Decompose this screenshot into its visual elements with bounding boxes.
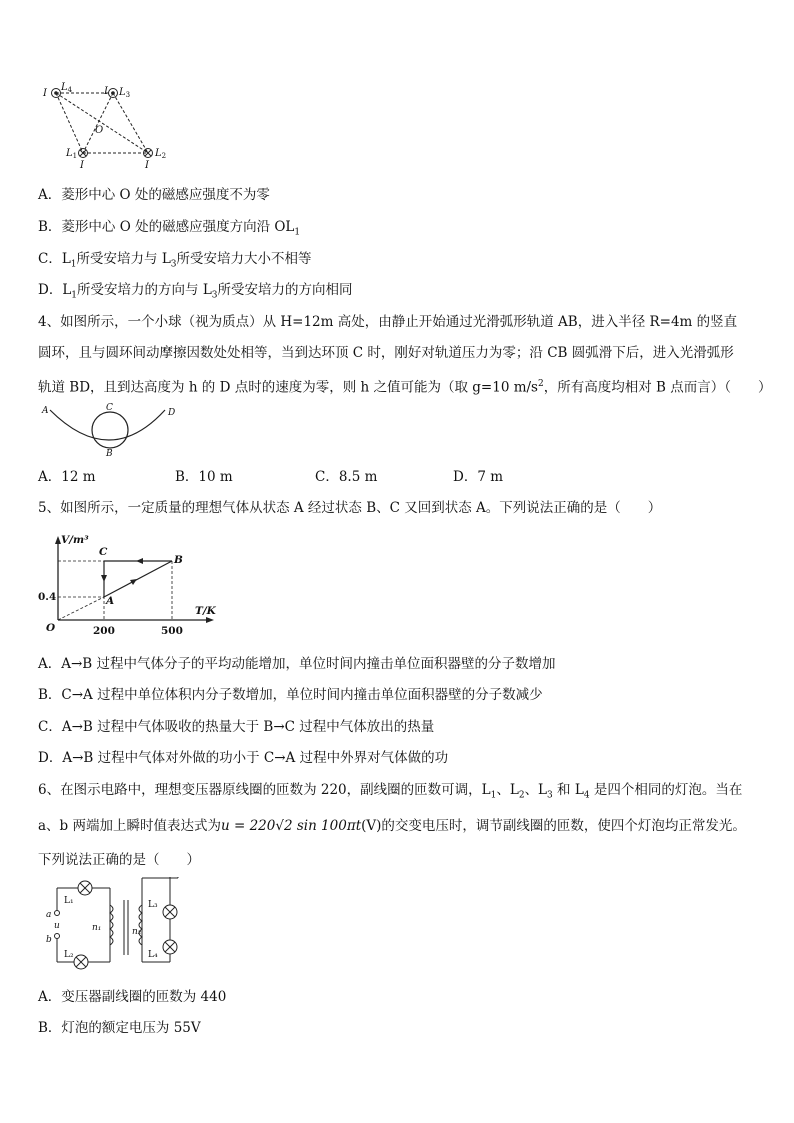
wire-L4-out-icon: [52, 89, 61, 98]
q4-option-c: C．8.5 m: [315, 469, 378, 485]
fig4-A: A: [42, 406, 49, 416]
fig6-L1: L₁: [64, 896, 74, 906]
fig3-L1: $L_1$: [66, 148, 78, 160]
fig6-n2: n₂: [132, 927, 142, 937]
q6-stem-line3: 下列说法正确的是（ ）: [38, 852, 200, 868]
q4-stem-line3: 轨道 BD，且到达高度为 h 的 D 点时的速度为零，则 h 之值可能为（取 g=10 $m/s^2$，所有高度均相对 B 点而言）（ ）: [38, 379, 772, 396]
fig3-L2: $L_2$: [155, 148, 167, 160]
fig6-L3: L₃: [148, 900, 158, 910]
fig3-I-bl: I: [80, 160, 84, 171]
q6-stem-line2: a、b 两端加上瞬时值表达式为u = 220√2 sin 100πt(V)的交变电压时，调节副线圈的匝数，使四个灯泡均正常发光。: [38, 818, 746, 834]
fig6-L2: L₂: [64, 950, 74, 960]
q5-option-a: A．A→B 过程中气体分子的平均动能增加，单位时间内撞击单位面积器壁的分子数增加: [38, 656, 556, 672]
fig4-B: B: [106, 449, 113, 459]
q4-option-b: B．10 m: [175, 469, 233, 485]
q5-option-d: D．A→B 过程中气体对外做的功小于 C→A 过程中外界对气体做的功: [38, 750, 449, 766]
q5-option-b: B．C→A 过程中单位体积内分子数增加，单位时间内撞击单位面积器壁的分子数减少: [38, 687, 543, 703]
fig5-ylabel: V/m³: [61, 534, 89, 546]
q3-option-d: D．$L_1$所受安培力的方向与 $L_3$所受安培力的方向相同: [38, 282, 353, 301]
q3-option-c: C．$L_1$所受安培力与 $L_3$所受安培力大小不相等: [38, 251, 312, 270]
fig4-C: C: [106, 403, 113, 413]
fig5-y-tick-04: 0.4: [38, 591, 57, 603]
wire-L3-out-icon: [109, 89, 118, 98]
q6-stem-line1: 6、在图示电路中，理想变压器原线圈的匝数为 220，副线圈的匝数可调，$L_1$、$L_2$、$L_3$ 和 $L_4$ 是四个相同的灯泡。当在: [38, 782, 743, 801]
fig6-n1: n₁: [92, 923, 102, 933]
q6-option-b: B．灯泡的额定电压为 55V: [38, 1020, 201, 1036]
fig5-origin: O: [46, 622, 56, 634]
fig3-I-tl: I: [43, 88, 47, 99]
fig6-a: a: [46, 910, 52, 920]
fig6-L4: L₄: [148, 950, 158, 960]
fig5-point-C: C: [99, 546, 108, 558]
q3-option-a: A．菱形中心 O 处的磁感应强度不为零: [38, 187, 270, 203]
fig3-I-tr: I: [104, 86, 108, 97]
q3-option-b: B．菱形中心 O 处的磁感应强度方向沿 $OL_1$: [38, 219, 301, 238]
fig5-point-B: B: [174, 554, 183, 566]
fig5-x-tick-500: 500: [161, 625, 183, 637]
fig3-I-br: I: [145, 160, 149, 171]
q4-option-a: A．12 m: [38, 469, 96, 485]
fig6-u: u: [54, 921, 60, 931]
q4-stem-line1: 4、如图所示，一个小球（视为质点）从 H=12m 高处，由静止开始通过光滑弧形轨道 AB，进入半径 R=4m 的竖直: [38, 314, 738, 330]
q5-stem: 5、如图所示，一定质量的理想气体从状态 A 经过状态 B、C 又回到状态 A。下列说法正确的是（ ）: [38, 500, 662, 516]
fig4-D: D: [168, 408, 176, 418]
wire-L2-in-icon: [144, 149, 153, 158]
fig3-O: O: [95, 125, 104, 136]
q6-option-a: A．变压器副线圈的匝数为 440: [38, 989, 227, 1005]
fig3-L4: $L_4$: [61, 82, 73, 94]
q5-option-c: C．A→B 过程中气体吸收的热量大于 B→C 过程中气体放出的热量: [38, 719, 435, 735]
fig5-point-A: A: [106, 595, 115, 607]
wire-L1-in-icon: [79, 149, 88, 158]
q4-option-d: D．7 m: [453, 469, 504, 485]
fig5-x-tick-200: 200: [93, 625, 115, 637]
fig6-b: b: [46, 935, 52, 945]
fig5-xlabel: T/K: [195, 605, 216, 617]
fig3-L3: $L_3$: [119, 87, 131, 99]
q4-stem-line2: 圆环，且与圆环间动摩擦因数处处相等，当到达环顶 C 时，刚好对轨道压力为零；沿 CB 圆弧滑下后，进入光滑弧形: [38, 345, 734, 361]
